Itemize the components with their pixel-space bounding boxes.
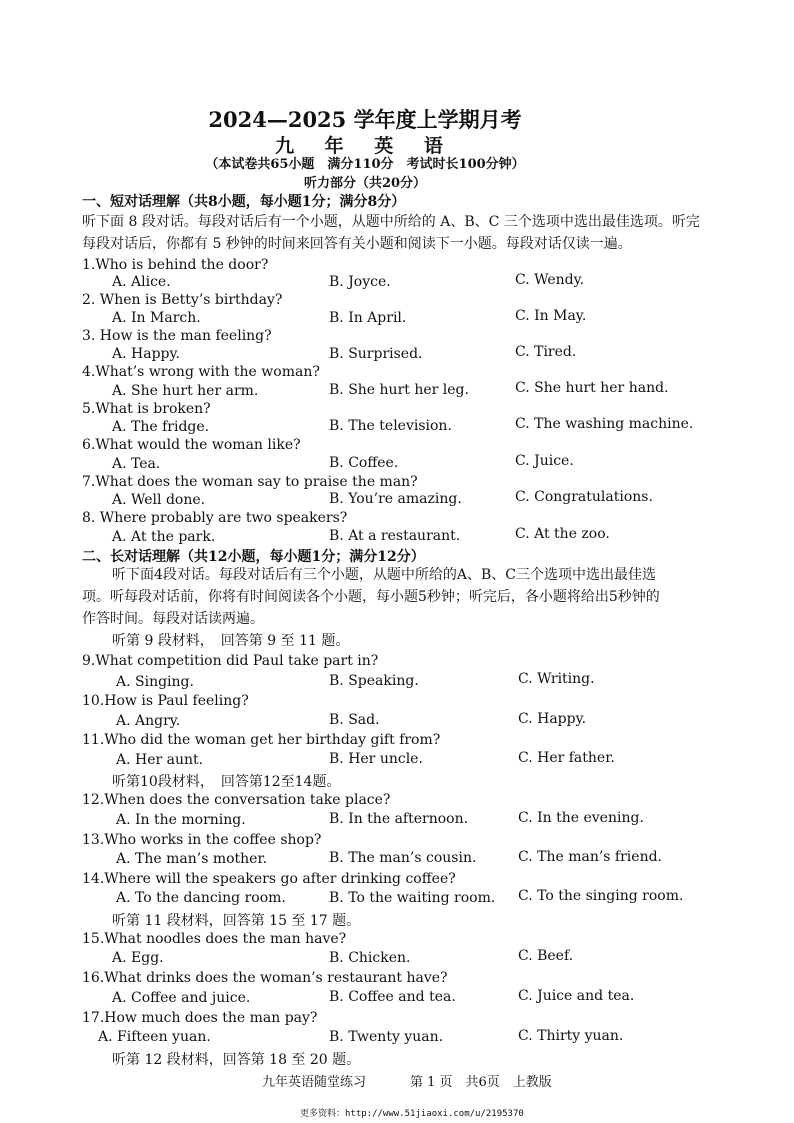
question-16: 16.What drinks does the woman’s restaurant have?	[82, 970, 448, 986]
option-c: C. The washing machine.	[515, 416, 694, 432]
section1-instruction: 听下面 8 段对话。每段对话后有一个小题，从题中所给的 A、B、C 三个选项中选出最佳选项。听完	[82, 214, 700, 230]
option-c: C. Happy.	[518, 711, 587, 727]
option-a: A. Alice.	[112, 274, 171, 290]
section2-instruction: 项。听每段对话前，你将有时间阅读各个小题，每小题5秒钟；听完后，各小题将给出5秒钟的	[82, 589, 660, 605]
option-c: C. In the evening.	[518, 810, 644, 826]
option-c: C. Congratulations.	[515, 489, 653, 505]
option-a: A. The man’s mother.	[116, 851, 268, 867]
option-c: C. She hurt her hand.	[515, 380, 669, 396]
option-b: B. Twenty yuan.	[329, 1029, 444, 1045]
question-6: 6.What would the woman like?	[82, 437, 301, 453]
option-a: A. In the morning.	[116, 812, 246, 828]
option-c: C. Her father.	[518, 750, 615, 766]
question-9: 9.What competition did Paul take part in?	[82, 653, 379, 669]
exam-title: 2024—2025 学年度上学期月考	[208, 107, 522, 132]
option-b: B. The man’s cousin.	[329, 850, 477, 866]
option-a: A. Angry.	[116, 713, 181, 729]
option-b: B. Her uncle.	[329, 751, 423, 767]
option-a: A. She hurt her arm.	[112, 383, 259, 399]
material-label: 听第10段材料， 回答第12至14题。	[112, 774, 341, 790]
question-8: 8. Where probably are two speakers?	[82, 510, 348, 526]
option-a: A. Her aunt.	[116, 752, 204, 768]
option-a: A. Singing.	[116, 674, 194, 690]
option-b: B. Joyce.	[329, 274, 391, 290]
option-b: B. She hurt her leg.	[329, 382, 469, 398]
section2-instruction: 听下面4段对话。每段对话后有三个小题，从题中所给的A、B、C三个选项中选出最佳选	[112, 567, 657, 583]
option-b: B. Sad.	[329, 712, 380, 728]
option-a: A. Tea.	[112, 456, 161, 472]
section1-heading: 一、短对话理解（共8小题，每小题1分；满分8分）	[82, 194, 406, 210]
material-label: 听第 11 段材料，回答第 15 至 17 题。	[112, 913, 361, 929]
section1-instruction: 每段对话后，你都有 5 秒钟的时间来回答有关小题和阅读下一小题。每段对话仅读一遍。	[82, 236, 632, 252]
option-b: B. Chicken.	[329, 950, 411, 966]
option-a: A. To the dancing room.	[116, 890, 286, 906]
option-b: B. To the waiting room.	[329, 890, 496, 906]
question-11: 11.Who did the woman get her birthday gift from?	[82, 732, 441, 748]
option-b: B. In the afternoon.	[329, 811, 469, 827]
source-link[interactable]: 更多资料：http://www.51jiaoxi.com/u/2195370	[300, 1109, 524, 1119]
option-a: A. Coffee and juice.	[112, 990, 251, 1006]
option-c: C. The man’s friend.	[518, 849, 662, 865]
listening-part-label: 听力部分（共20分）	[303, 176, 427, 191]
option-c: C. In May.	[515, 308, 587, 324]
section2-instruction: 作答时间。每段对话读两遍。	[82, 611, 264, 627]
option-c: C. To the singing room.	[518, 888, 684, 904]
option-c: C. Wendy.	[515, 272, 585, 288]
option-b: B. Coffee.	[329, 455, 399, 471]
option-c: C. Juice.	[515, 453, 574, 469]
option-a: A. Happy.	[112, 346, 180, 362]
option-b: B. At a restaurant.	[329, 528, 461, 544]
option-a: A. Well done.	[112, 492, 206, 508]
question-14: 14.Where will the speakers go after drinking coffee?	[82, 871, 456, 887]
footer-title: 九年英语随堂练习	[262, 1075, 367, 1090]
option-b: B. Surprised.	[329, 346, 423, 362]
option-a: A. Fifteen yuan.	[98, 1029, 211, 1045]
footer-page-number: 第 1 页 共6页 上教版	[410, 1075, 552, 1090]
question-15: 15.What noodles does the man have?	[82, 931, 347, 947]
question-2: 2. When is Betty’s birthday?	[82, 292, 283, 308]
option-c: C. Tired.	[515, 344, 577, 360]
question-5: 5.What is broken?	[82, 401, 211, 417]
question-1: 1.Who is behind the door?	[82, 257, 269, 273]
question-4: 4.What’s wrong with the woman?	[82, 364, 320, 380]
option-b: B. You’re amazing.	[329, 491, 462, 507]
question-7: 7.What does the woman say to praise the man?	[82, 474, 418, 490]
question-3: 3. How is the man feeling?	[82, 328, 272, 344]
question-17: 17.How much does the man pay?	[82, 1010, 318, 1026]
question-13: 13.Who works in the coffee shop?	[82, 832, 322, 848]
option-c: C. Thirty yuan.	[518, 1028, 624, 1044]
section2-heading: 二、长对话理解（共12小题，每小题1分；满分12分）	[82, 549, 425, 565]
question-10: 10.How is Paul feeling?	[82, 693, 249, 709]
material-label: 听第 9 段材料， 回答第 9 至 11 题。	[112, 633, 350, 649]
option-b: B. Coffee and tea.	[329, 989, 456, 1005]
option-a: A. In March.	[112, 310, 201, 326]
option-a: A. The fridge.	[112, 419, 210, 435]
option-c: C. Juice and tea.	[518, 988, 635, 1004]
option-b: B. The television.	[329, 418, 452, 434]
option-b: B. Speaking.	[329, 673, 419, 689]
option-c: C. At the zoo.	[515, 526, 610, 542]
option-c: C. Beef.	[518, 948, 574, 964]
option-b: B. In April.	[329, 310, 407, 326]
option-a: A. Egg.	[112, 950, 164, 966]
material-label: 听第 12 段材料，回答第 18 至 20 题。	[112, 1052, 361, 1068]
exam-info: （本试卷共65小题 满分110分 考试时长100分钟）	[205, 157, 525, 172]
option-c: C. Writing.	[518, 671, 595, 687]
question-12: 12.When does the conversation take place?	[82, 792, 391, 808]
option-a: A. At the park.	[112, 529, 216, 545]
exam-subject: 九 年 英 语	[275, 135, 455, 157]
